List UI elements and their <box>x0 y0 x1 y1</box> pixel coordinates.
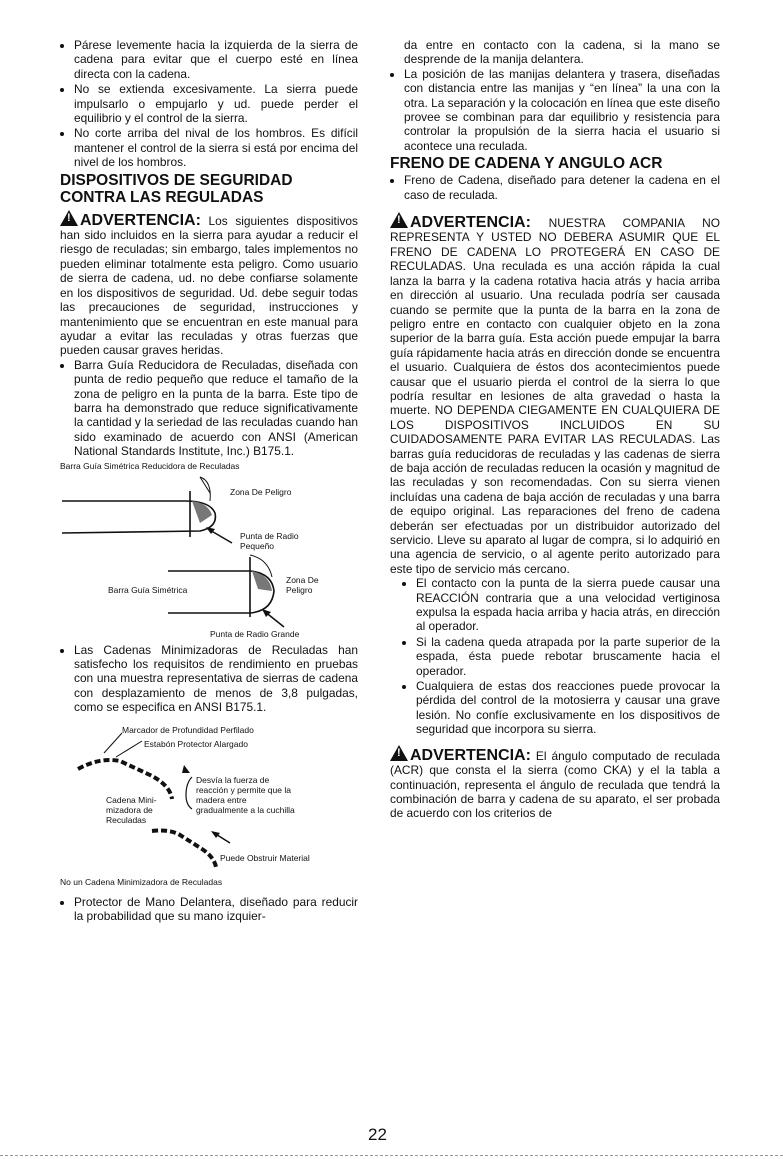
label-marcador: Marcador de Profundidad Perfilado <box>122 724 254 735</box>
label-punta-grande: Punta de Radio Grande <box>210 628 300 639</box>
continued-text: da entre en contacto con la cadena, si la mano se desprende de la manija delantera. <box>404 38 720 67</box>
list-item: • Párese levemente hacia la izquierda de la sierra de cadena para evitar que el cuerpo esté en línea directa con la cadena. <box>74 38 358 81</box>
section-heading-safety-devices: DISPOSITIVOS DE SEGURIDAD CONTRA LAS REGULADAS <box>60 171 293 206</box>
warning-triangle-icon <box>390 212 408 228</box>
label-estabon: Estabón Protector Alargado <box>144 738 248 749</box>
list-item: • Barra Guía Reducidora de Reculadas, diseñada con punta de redio pequeño que reduce el tamaño de la zona de peligro en la punta de la barra. Este tipo de barra ha demonstrado que reduce significativamente la cantidad y la seriedad de las reculadas cuando han sido examinado de acuerdo con ANSI (American National Standards Institute, Inc.) B175.1. <box>74 358 358 459</box>
page-number: 22 <box>368 1125 387 1144</box>
label-barra-simetrica: Barra Guía Simétrica <box>108 584 188 595</box>
label-cadena-mini: Cadena Mini- mizadora de Reculadas <box>106 794 157 825</box>
right-column <box>390 38 720 821</box>
list-item: • Cualquiera de estas dos reacciones puede provocar la pérdida del control de la motosierra y causar una grave lesión. No confíe exclusivamente en los dispositivos de seguridad que incorpora su sierra. <box>416 679 720 737</box>
warning-label: ADVERTENCIA: <box>80 211 201 229</box>
bullet-list-chain <box>60 643 358 715</box>
warning-triangle-icon <box>60 210 78 226</box>
warning-paragraph-2 <box>390 212 720 576</box>
chain-figure <box>60 717 358 893</box>
label-no-cadena-mini: No un Cadena Minimizadora de Reculadas <box>60 876 223 887</box>
bullet-list-handles <box>390 67 720 153</box>
list-item: • Protector de Mano Delantera, diseñado para reducir la probabilidad que su mano izquier- <box>74 895 358 924</box>
warning-triangle-icon <box>390 745 408 761</box>
list-item: • No corte arriba del nival de los hombros. Es difícil mantener el control de la sierra si está por encima del nivel de los hombros. <box>74 126 358 169</box>
guide-bar-diagram <box>60 471 358 635</box>
list-item: • La posición de las manijas delantera y trasera, diseñadas con distancia entre las manijas y “en línea” la una con la otra. La separación y la colocación en línea que este diseño provee se combinan para dar equilibrio y resistencia para controlar la propulsión de la sierra hacia el usuario si acontece una reculada. <box>404 67 720 153</box>
bullet-list-top <box>60 38 358 170</box>
list-item: • Freno de Cadena, diseñado para detener la cadena en el caso de reculada. <box>404 173 720 202</box>
warning-text-2: NUESTRA COMPANIA NO REPRESENTA Y USTED NO DEBERA ASUMIR QUE EL FRENO DE CADENA LO PROTEGERÁ EN CASO DE RECULADAS. Una reculada es una acción rápida la cual lanza la barra y la cadena rotativa hacia atrás y hacia arriba en dirección al usuario. Una reculada podría ser causada cuando se permite que la punta de la barra en la zona de peligro entre en contacto con cualquier objeto en la zona superior de la barra guía. Esta acción puede empujar la barra guía rápidamente hacia atrás en dirección donde se encuentra el usuario. Cualquiera de éstos dos acontecimientos puede causar que el usuario pierda el control de la sierra lo que podría resultar en lesiones de alta gravedad o hasta la muerte. NO DEPENDA CIEGAMENTE EN CUALQUIERA DE LOS DISPOSITIVOS INCLUIDOS EN SU CUIDADOSAMENTE PARA EVITAR LAS RECULADAS. Las barras guía reducidoras de reculadas y las cadenas de sierra de baja acción de reculadas reducen la ocasión y magnitud de las reculadas y son recomendadas. Con su sierra vienen incluídas una cadena de baja acción de reculadas y una barra de equipo original. Las reparaciones del freno de cadena deberán ser efectuadas por un distribuidor autorizado del servicio. Lleve su aparato al lugar de compra, si lo adquirió en una agencia de servicio, o al agente perito autorizado para este tipo de servicio más cercano. <box>390 216 720 576</box>
list-item: • El contacto con la punta de la sierra puede causar una REACCIÓN contraria que a una velocidad vertiginosa expulsa la espada hacia arriba y hacia atrás, en dirección al operador. <box>416 576 720 634</box>
page-bottom-rule <box>0 1155 783 1156</box>
warning-paragraph <box>60 210 358 358</box>
list-item: • Las Cadenas Minimizadoras de Reculadas han satisfecho los requisitos de rendimiento en pruebas con una muestra representativa de sierras de cadena con desplazamiento de menos de 3,8 pulgadas, como se especifica en ANSI B175.1. <box>74 643 358 715</box>
label-punta-pequeno: Punta de Radio Pequeño <box>240 530 299 551</box>
warning-label-2: ADVERTENCIA: <box>410 214 531 232</box>
figure-caption: Barra Guía Simétrica Reducidora de Reculadas <box>60 460 240 471</box>
section-heading-chain-brake: FRENO DE CADENA Y ANGULO ACR <box>390 155 663 173</box>
warning-label-3: ADVERTENCIA: <box>410 746 531 764</box>
label-obstruir: Puede Obstruir Material <box>220 852 310 863</box>
bullet-list-hand <box>60 895 358 924</box>
left-column <box>60 38 358 924</box>
list-item: • No se extienda excesivamente. La sierra puede impulsarlo o empujarlo y ud. puede perder el equilibrio y el control de la sierra. <box>74 82 358 125</box>
warning-text: Los siguientes dispositivos han sido incluidos en la sierra para ayudar a reducir el riesgo de reculadas; sin embargo, tales implementos no pueden eliminar totalmente esta peligro. Como usuario de sierra de cadena, ud. no debe confiarse solamente en los dispositivos de seguridad. Ud. debe seguir todas las precauciones de seguridad, instrucciones y mantenimiento que se encuentran en este manual para ayudar a evitar las reculadas y otras fuerzas que pueden causar graves heridas. <box>60 213 358 358</box>
guide-bar-figure <box>60 461 358 637</box>
warning-paragraph-3 <box>390 745 720 821</box>
bullet-list-freno <box>390 173 720 202</box>
warning-text-3: El ángulo computado de reculada (ACR) que consta el la sierra (como CKA) y el la tabla a continuación, representa el ángulo de reculada que tendrá la combinación de barra y cadena de su aparato, el ser probada de acuerdo con los criterios de <box>390 748 720 821</box>
label-zona-peligro-1: Zona De Peligro <box>230 486 292 497</box>
label-zona-peligro-2: Zona De Peligro <box>286 574 319 595</box>
bullet-list-bar <box>60 358 358 459</box>
label-desvia: Desvía la fuerza de reacción y permite que la madera entre gradualmente a la cuchilla <box>196 774 295 815</box>
list-item: • Si la cadena queda atrapada por la parte superior de la espada, ésta puede rebotar bruscamente hacia el operador. <box>416 635 720 678</box>
sub-bullet-list <box>390 576 720 736</box>
